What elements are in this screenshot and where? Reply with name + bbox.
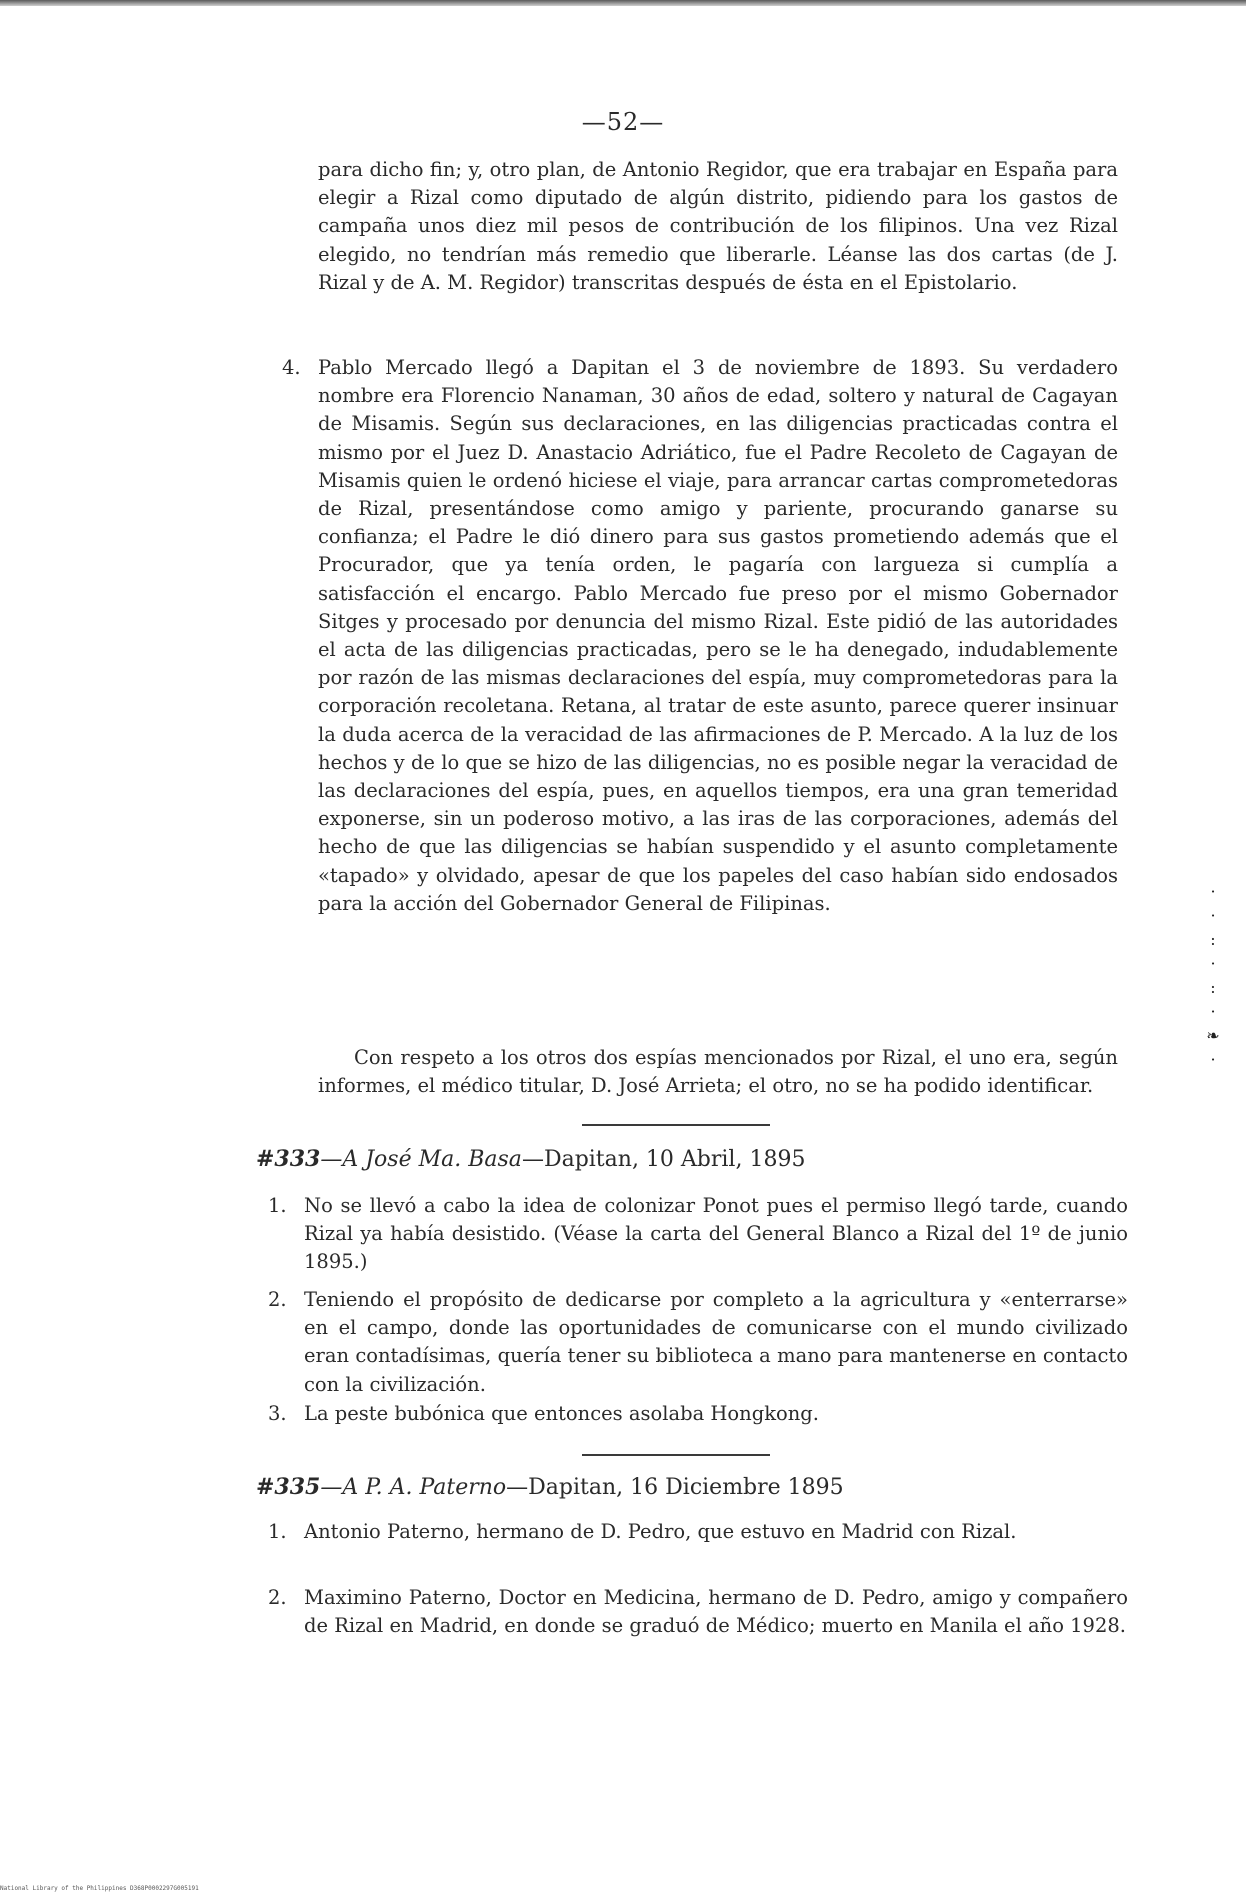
page-top-edge — [0, 0, 1246, 6]
margin-mark: · — [1210, 1050, 1216, 1069]
letter-333-note-1-number: 1. — [268, 1194, 287, 1217]
letter-333-note-1 — [268, 1192, 1128, 1277]
letter-333-note-3-text: La peste bubónica que entonces asolaba Hongkong. — [304, 1402, 819, 1425]
letter-333-note-2-number: 2. — [268, 1288, 287, 1311]
letter-335-note-2-text: Maximino Paterno, Doctor en Medicina, hermano de D. Pedro, amigo y compañero de Rizal en Madrid, en donde se graduó de Médico; muerto en Manila el año 1928. — [304, 1586, 1128, 1638]
letter-333-heading — [256, 1146, 805, 1172]
margin-mark: · — [1210, 906, 1216, 925]
section-divider-1 — [582, 1124, 770, 1126]
note-4-number: 4. — [282, 356, 301, 379]
letter-333-place-date: —Dapitan, 10 Abril, 1895 — [521, 1147, 806, 1172]
section-divider-2 — [582, 1454, 770, 1456]
letter-333-note-1-text: No se llevó a cabo la idea de colonizar Ponot pues el permiso llegó tarde, cuando Rizal ya había desistido. (Véase la carta del General Blanco a Rizal del 1º de junio 1895.) — [304, 1194, 1128, 1274]
continuation-text: para dicho fin; y, otro plan, de Antonio Regidor, que era trabajar en España para elegir a Rizal como diputado de algún distrito, pidiendo para los gastos de campaña unos diez mil pesos de contribución de los filipinos. Una vez Rizal elegido, no tendrían más remedio que liberarle. Léanse las dos cartas (de J. Rizal y de A. M. Regidor) transcritas después de ésta en el Epistolario. — [318, 158, 1118, 294]
note-4 — [282, 354, 1118, 918]
margin-binding-marks — [1205, 880, 1221, 1080]
letter-335-note-1 — [268, 1518, 1128, 1546]
margin-mark: : — [1210, 978, 1216, 997]
letter-335-note-2 — [268, 1584, 1128, 1640]
letter-333-ref: #333 — [256, 1146, 321, 1172]
margin-mark: · — [1210, 954, 1216, 973]
letter-335-ref: #335 — [256, 1474, 321, 1500]
letter-333-note-3 — [268, 1400, 1128, 1428]
scan-footer-tag: National Library of the Philippines D368P0002297G005191 — [0, 1885, 199, 1892]
margin-mark: : — [1210, 930, 1216, 949]
margin-mark: · — [1210, 1002, 1216, 1021]
margin-mark: · — [1210, 882, 1216, 901]
letter-335-heading — [256, 1474, 844, 1500]
note-4-continuation — [318, 1044, 1118, 1100]
page-number: —52— — [581, 108, 665, 136]
note-4-text: Pablo Mercado llegó a Dapitan el 3 de noviembre de 1893. Su verdadero nombre era Florencio Nanaman, 30 años de edad, soltero y natural de Cagayan de Misamis. Según sus declaraciones, en las diligencias practicadas contra el mismo por el Juez D. Anastacio Adriático, fue el Padre Recoleto de Cagayan de Misamis quien le ordenó hiciese el viaje, para arrancar cartas comprometedoras de Rizal, presentándose como amigo y pariente, procurando ganarse su confianza; el Padre le dió dinero para sus gastos prometiendo además que el Procurador, que ya tenía orden, le pagaría con largueza si cumplía a satisfacción el encargo. Pablo Mercado fue preso por el mismo Gobernador Sitges y procesado por denuncia del mismo Rizal. Este pidió de las autoridades el acta de las diligencias practicadas, pero se le ha denegado, indudablemente por razón de las mismas declaraciones del espía, muy comprometedoras para la corporación recoletana. Retana, al tratar de este asunto, parece querer insinuar la duda acerca de la veracidad de las afirmaciones de P. Mercado. A la luz de los hechos y de lo que se hizo de las diligencias, no es posible negar la veracidad de las declaraciones del espía, pues, en aquellos tiempos, era una gran temeridad exponerse, sin un poderoso motivo, a las iras de las corporaciones, además del hecho de que las diligencias se habían suspendido y el asunto completamente «tapado» y olvidado, apesar de que los papeles del caso habían sido endosados para la acción del Gobernador General de Filipinas. — [318, 356, 1118, 915]
note-4-continuation-text: Con respeto a los otros dos espías mencionados por Rizal, el uno era, según informes, el médico titular, D. José Arrieta; el otro, no se ha podido identificar. — [318, 1046, 1118, 1098]
margin-mark: ❧ — [1206, 1026, 1220, 1045]
letter-335-note-1-number: 1. — [268, 1520, 287, 1543]
letter-335-place-date: —Dapitan, 16 Diciembre 1895 — [506, 1475, 844, 1500]
letter-333-recipient: —A José Ma. Basa — [320, 1147, 522, 1172]
letter-335-note-1-text: Antonio Paterno, hermano de D. Pedro, que estuvo en Madrid con Rizal. — [304, 1520, 1017, 1543]
letter-335-note-2-number-visible: 2. — [268, 1586, 287, 1609]
continuation-paragraph — [318, 156, 1118, 297]
letter-333-note-2-text: Teniendo el propósito de dedicarse por completo a la agricultura y «enterrarse» en el campo, donde las oportunidades de comunicarse con el mundo civilizado eran contadísimas, quería tener su biblioteca a mano para mantenerse en contacto con la civilización. — [304, 1288, 1128, 1396]
letter-335-recipient: —A P. A. Paterno — [320, 1475, 507, 1500]
letter-333-note-2 — [268, 1286, 1128, 1399]
letter-333-note-3-number: 3. — [268, 1402, 287, 1425]
